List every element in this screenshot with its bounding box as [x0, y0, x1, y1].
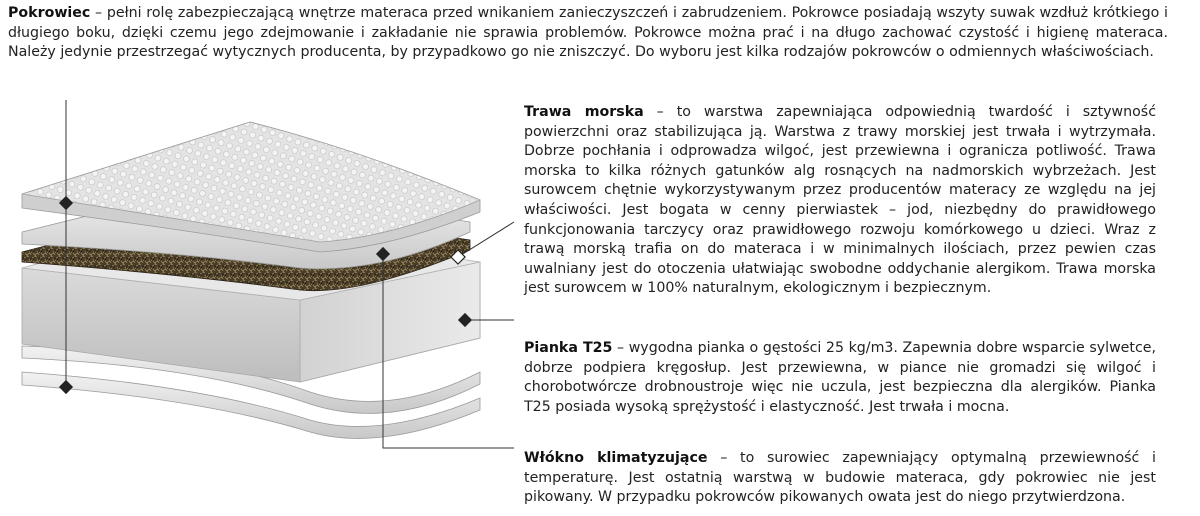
seaweed-description: [524, 103, 1156, 299]
fiber-description: [524, 449, 1156, 508]
mattress-layers-diagram: [0, 0, 520, 516]
foam-term: Pianka T25: [524, 340, 613, 356]
cover-text: – pełni rolę zabezpieczającą wnętrze materaca przed wnikaniem zanieczyszczeń i zabrudzeniem. Pokrowce posiadają wszyty suwak wzdłuż krótkiego i długiego boku, dzięki czemu jego zdejmowanie i zakładanie nie sprawia problemów. Pokrowce można prać i na długo zachować czystość i higienę materaca. Należy jedynie przestrzegać wytycznych producenta, by przypadkowo go nie zniszczyć. Do wyboru jest kilka rodzajów pokrowców o odmiennych właściwościach.: [8, 5, 1168, 61]
fiber-term: Włókno klimatyzujące: [524, 450, 708, 466]
seaweed-term: Trawa morska: [524, 104, 644, 120]
foam-description: [524, 339, 1156, 417]
fiber-text: – to surowiec zapewniający optymalną przewiewność i temperaturę. Jest ostatnią warstwą w budowie materaca, gdy pokrowiec nie jest pikowany. W przypadku pokrowców pikowanych owata jest do niego przytwierdzona.: [524, 450, 1156, 506]
cover-term: Pokrowiec: [8, 5, 91, 21]
foam-text: – wygodna pianka o gęstości 25 kg/m3. Zapewnia dobre wsparcie sylwetce, dobrze podpiera kręgosłup. Jest przewiewna, w piance nie gromadzi się wilgoć i chorobotwórcze drobnoustroje więc nie uczula, jest bezpieczna dla alergików. Pianka T25 posiada wysoką sprężystość i elastyczność. Jest trwała i mocna.: [524, 340, 1157, 415]
seaweed-text: – to warstwa zapewniająca odpowiednią twardość i sztywność powierzchni oraz stabilizująca ją. Warstwa z trawy morskiej jest trwała i wytrzymała. Dobrze pochłania i odprowadza wilgoć, jest przewiewna i ogranicza potliwość. Trawa morska to kilka różnych gatunków alg rosnących na nadmorskich wybrzeżach. Jest surowcem chętnie wykorzystywanym przez producentów materacy ze względu na jej właściwości. Jest bogata w cenny pierwiastek – jod, niezbędny do prawidłowego funkcjonowania tarczycy oraz prawidłowego rozwoju komórkowego u dzieci. Wraz z trawą morską trafia on do materaca i w minimalnych ilościach, przez pewien czas uwalniany jest do otoczenia ułatwiając swobodne oddychanie alergikom. Trawa morska jest surowcem w 100% naturalnym, ekologicznym i bezpiecznym.: [524, 104, 1156, 297]
